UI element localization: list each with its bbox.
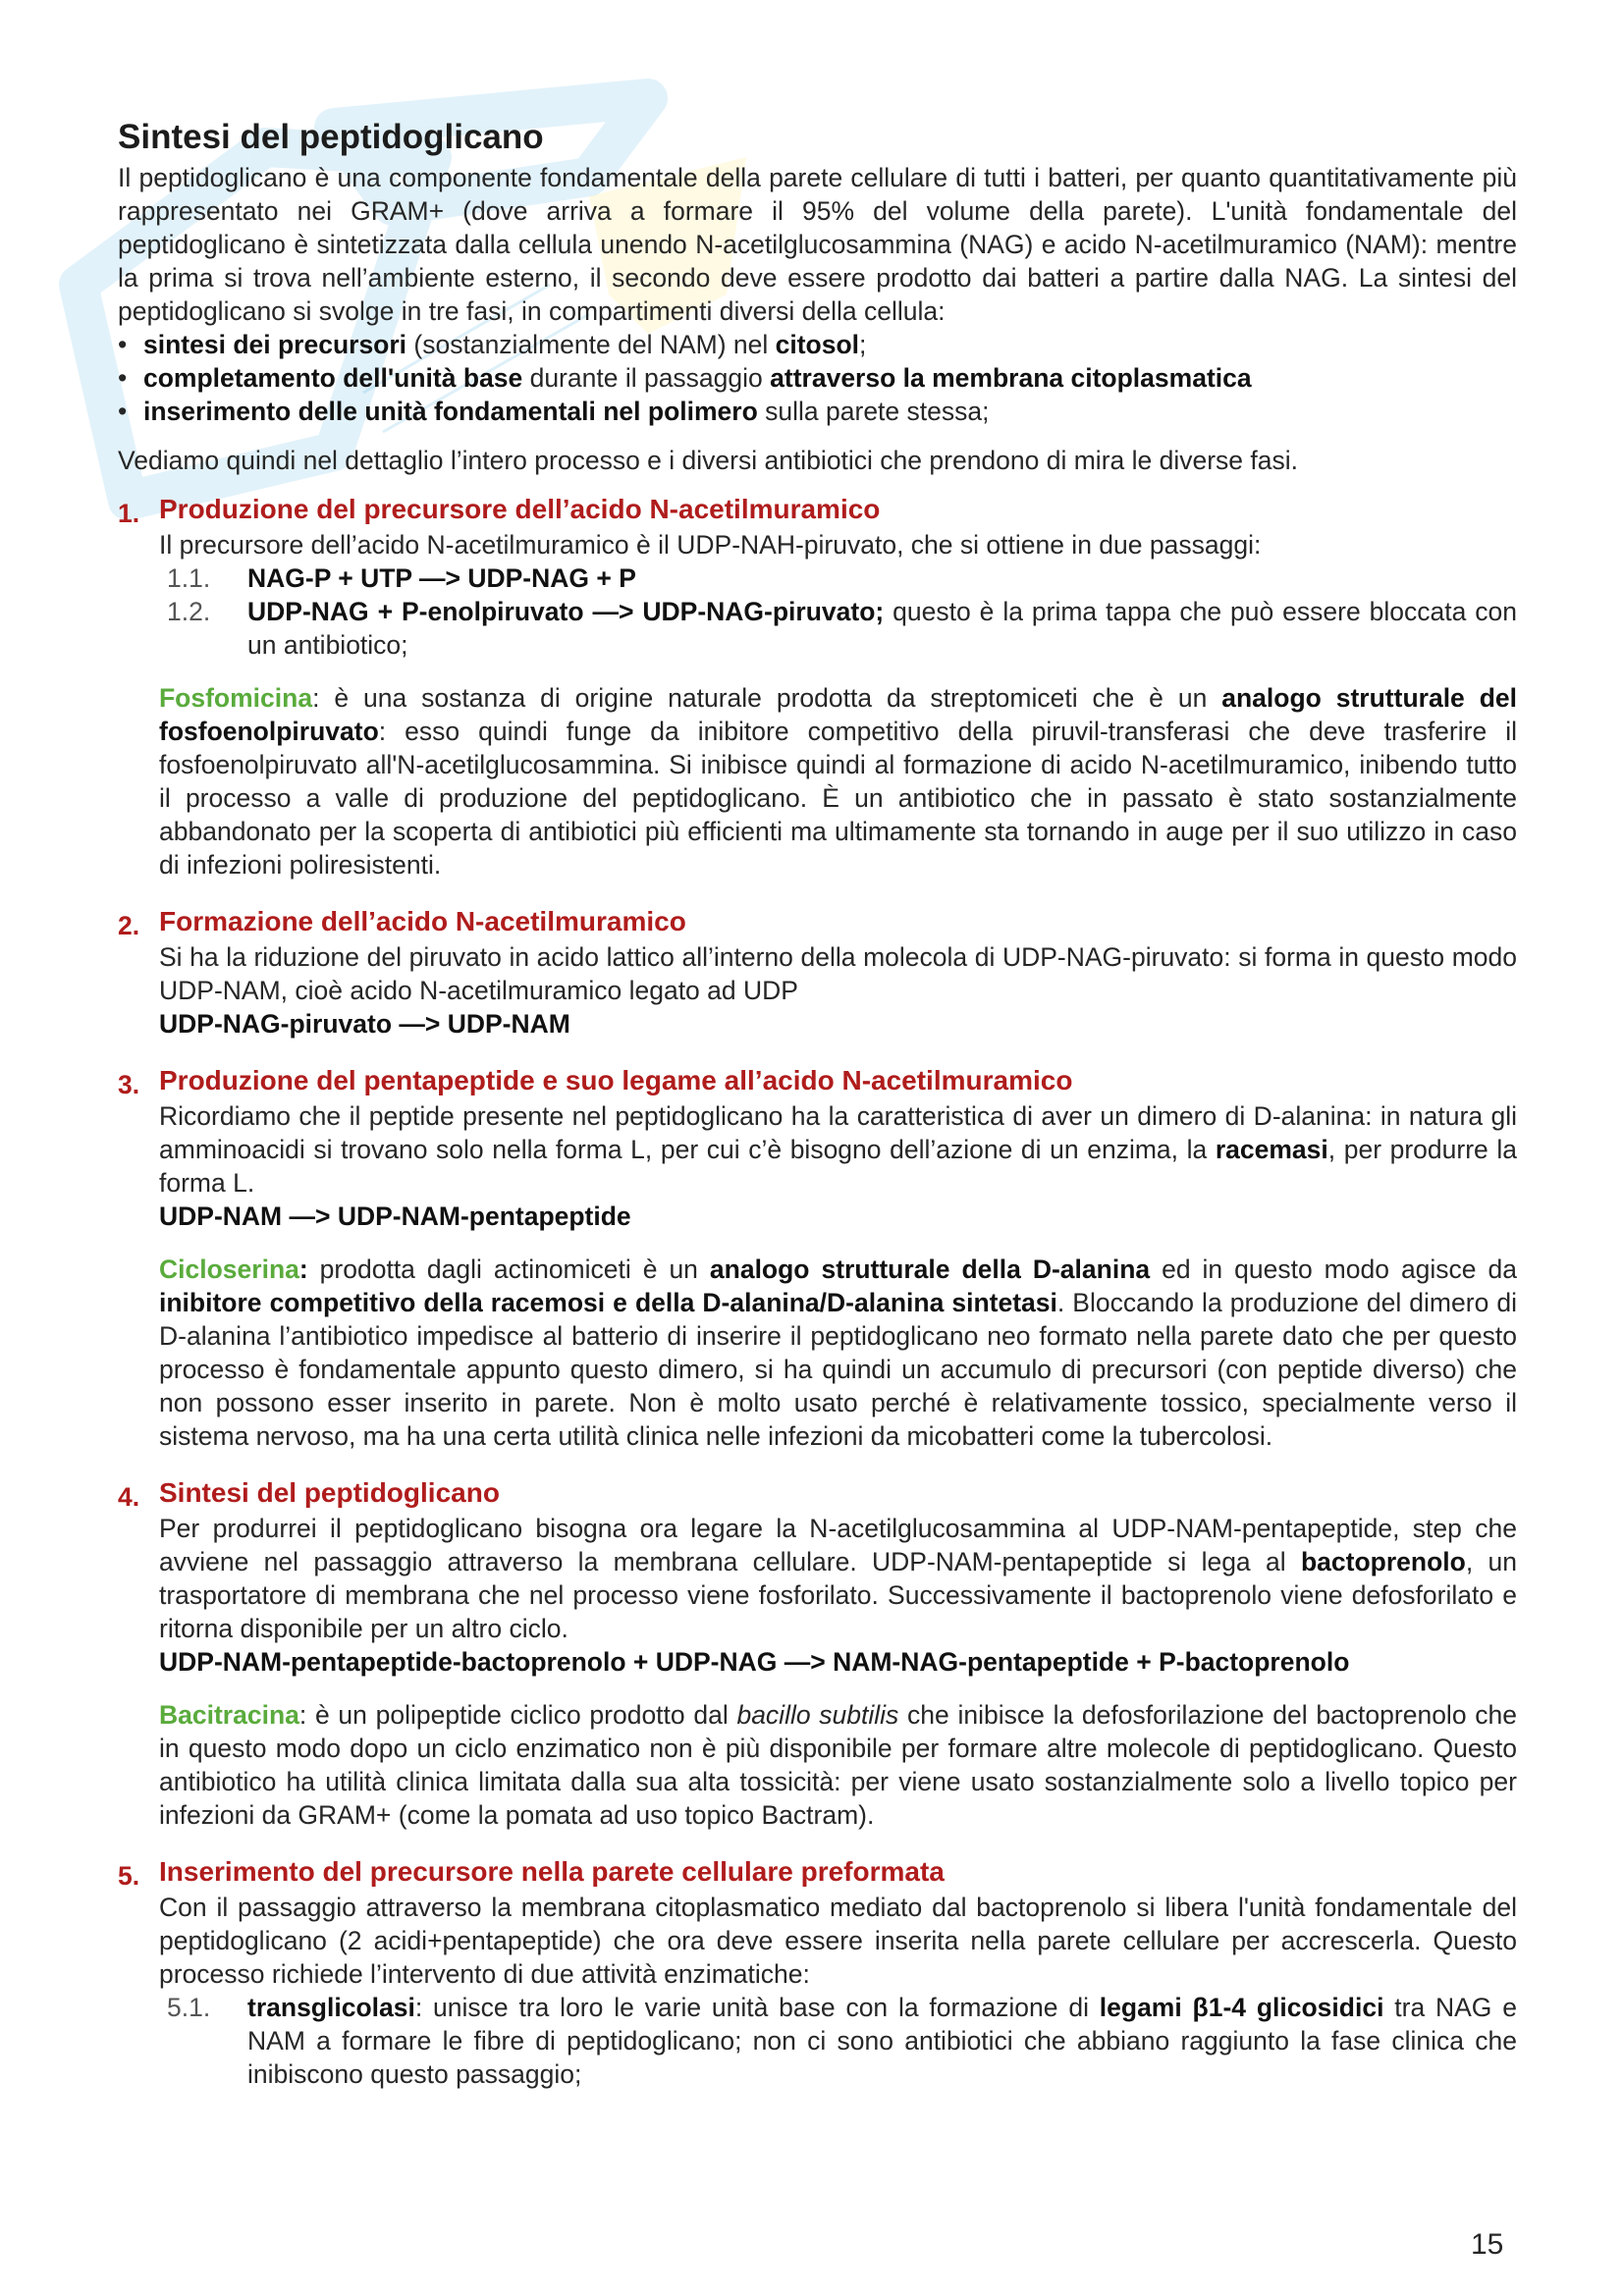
section-text: Per produrrei il peptidoglicano bisogna ora legare la N-acetilglucosammina al UDP-NAM-pentapeptide, step che avviene nel passaggio attraverso la membrana cellulare. UDP-NAM-pentapeptide si lega al bactoprenolo, un trasportatore di membrana che nel processo viene fosforilato. Successivamente il bactoprenolo viene defosforilato e ritorna disponibile per un altro ciclo. [159, 1514, 1517, 1643]
equation: UDP-NAM —> UDP-NAM-pentapeptide [159, 1201, 631, 1231]
section-1 [118, 491, 1517, 881]
intro-paragraph: Il peptidoglicano è una componente fondamentale della parete cellulare di tutti i batteri, per quanto quantitativamente più rappresentato nei GRAM+ (dove arriva a formare il 95% del volume della parete). L'unità fondamentale del peptidoglicano è sintetizzata dalla cellula unendo N-acetilglucosammina (NAG) e acido N-acetilmuramico (NAM): mentre la prima si trova nell’ambiente esterno, il secondo deve essere prodotto dai batteri a partire dalla NAG. La sintesi del peptidoglicano si svolge in tre fasi, in compartimenti diversi della cellula: [118, 163, 1517, 326]
page-title: Sintesi del peptidoglicano [118, 118, 544, 156]
section-number: 1. [118, 499, 140, 528]
drug-note-cicloserina: Cicloserina: prodotta dagli actinomiceti è un analogo strutturale della D-alanina ed in questo modo agisce da inibitore competitivo della racemosi e della D-alanina/D-alanina sintetasi. Bloccando la produzione del dimero di D-alanina l’antibiotico impedisce al batterio di inserire il peptidoglicano neo formato nella parete dato che per questo processo è fondamentale appunto questo dimero, si ha quindi un accumulo di precursori (con peptide diverso) che non possono esser inserito in parete. Non è molto usato perché è relativamente tossico, specialmente verso il sistema nervoso, ma ha una certa utilità clinica nelle infezioni da micobatteri come la tubercolosi. [159, 1255, 1517, 1451]
section-2 [118, 903, 1517, 1041]
substep-5-1: 5.1. transglicolasi: unisce tra loro le varie unità base con la formazione di legami β1-4 glicosidici tra NAG e NAM a formare le fibre di peptidoglicano; non ci sono antibiotici che abbiano raggiunto la fase clinica che inibiscono questo passaggio; [167, 1993, 1517, 2089]
section-number: 2. [118, 911, 140, 940]
section-title: Sintesi del peptidoglicano [159, 1477, 500, 1508]
substep-1-1: 1.1. NAG-P + UTP —> UDP-NAG + P [167, 563, 636, 593]
section-text: Ricordiamo che il peptide presente nel peptidoglicano ha la caratteristica di aver un dimero di D-alanina: in natura gli amminoacidi si trovano solo nella forma L, per cui c’è bisogno dell’azione di un enzima, la racemasi, per produrre la forma L. [159, 1101, 1517, 1198]
section-text: Con il passaggio attraverso la membrana citoplasmatico mediato dal bactoprenolo si libera l'unità fondamentale del peptidoglicano (2 acidi+pentapeptide) che ora deve essere inserita nella parete cellulare per accrescerla. Questo processo richiede l’intervento di due attività enzimatiche: [159, 1893, 1517, 1989]
phase-list [118, 328, 1517, 428]
drug-note-bacitracina: Bacitracina: è un polipeptide ciclico prodotto dal bacillo subtilis che inibisce la defosforilazione del bactoprenolo che in questo modo dopo un ciclo enzimatico non è più disponibile per formare altre molecole di peptidoglicano. Questo antibiotico ha utilità clinica limitata dalla sua alta tossicità: per viene usato sostanzialmente solo a livello topico per infezioni da GRAM+ (come la pomata ad uso topico Bactram). [159, 1700, 1518, 1830]
list-item: • sintesi dei precursori (sostanzialmente del NAM) nel citosol; [118, 328, 1517, 361]
section-text: Si ha la riduzione del piruvato in acido lattico all’interno della molecola di UDP-NAG-piruvato: si forma in questo modo UDP-NAM, cioè acido N-acetilmuramico legato ad UDP [159, 942, 1517, 1005]
section-title: Formazione dell’acido N-acetilmuramico [159, 906, 686, 936]
section-5 [118, 1853, 1517, 2091]
section-text: Il precursore dell’acido N-acetilmuramico è il UDP-NAH-piruvato, che si ottiene in due passaggi: [159, 530, 1262, 560]
section-number: 3. [118, 1070, 140, 1099]
list-item: • completamento dell'unità base durante il passaggio attraverso la membrana citoplasmatica [118, 361, 1517, 395]
drug-note-fosfomicina: Fosfomicina: è una sostanza di origine naturale prodotta da streptomiceti che è un analogo strutturale del fosfoenolpiruvato: esso quindi funge da inibitore competitivo della piruvil-transferasi che deve trasferire il fosfoenolpiruvato all'N-acetilglucosammina. Si inibisce quindi al formazione di acido N-acetilmuramico, inibendo tutto il processo a valle di produzione del peptidoglicano. È un antibiotico che in passato è stato sostanzialmente abbandonato per la scoperta di antibiotici più efficienti ma ultimamente sta tornando in auge per il suo utilizzo in caso di infezioni poliresistenti. [159, 683, 1518, 880]
section-4 [118, 1474, 1517, 1832]
equation: UDP-NAM-pentapeptide-bactoprenolo + UDP-NAG —> NAM-NAG-pentapeptide + P-bactoprenolo [159, 1647, 1350, 1677]
substep-1-2: 1.2. UDP-NAG + P-enolpiruvato —> UDP-NAG-piruvato; questo è la prima tappa che può essere bloccata con un antibiotico; [167, 597, 1517, 660]
overview-paragraph: Vediamo quindi nel dettaglio l’intero processo e i diversi antibiotici che prendono di mira le diverse fasi. [118, 446, 1298, 475]
page-number: 15 [1471, 2228, 1504, 2261]
equation: UDP-NAG-piruvato —> UDP-NAM [159, 1009, 570, 1039]
section-number: 4. [118, 1482, 140, 1512]
document-page [118, 116, 1517, 2091]
section-title: Produzione del pentapeptide e suo legame all’acido N-acetilmuramico [159, 1065, 1073, 1095]
section-title: Inserimento del precursore nella parete cellulare preformata [159, 1856, 945, 1887]
section-3 [118, 1062, 1517, 1453]
list-item: • inserimento delle unità fondamentali nel polimero sulla parete stessa; [118, 395, 1517, 428]
section-title: Produzione del precursore dell’acido N-acetilmuramico [159, 494, 881, 524]
section-number: 5. [118, 1861, 140, 1891]
